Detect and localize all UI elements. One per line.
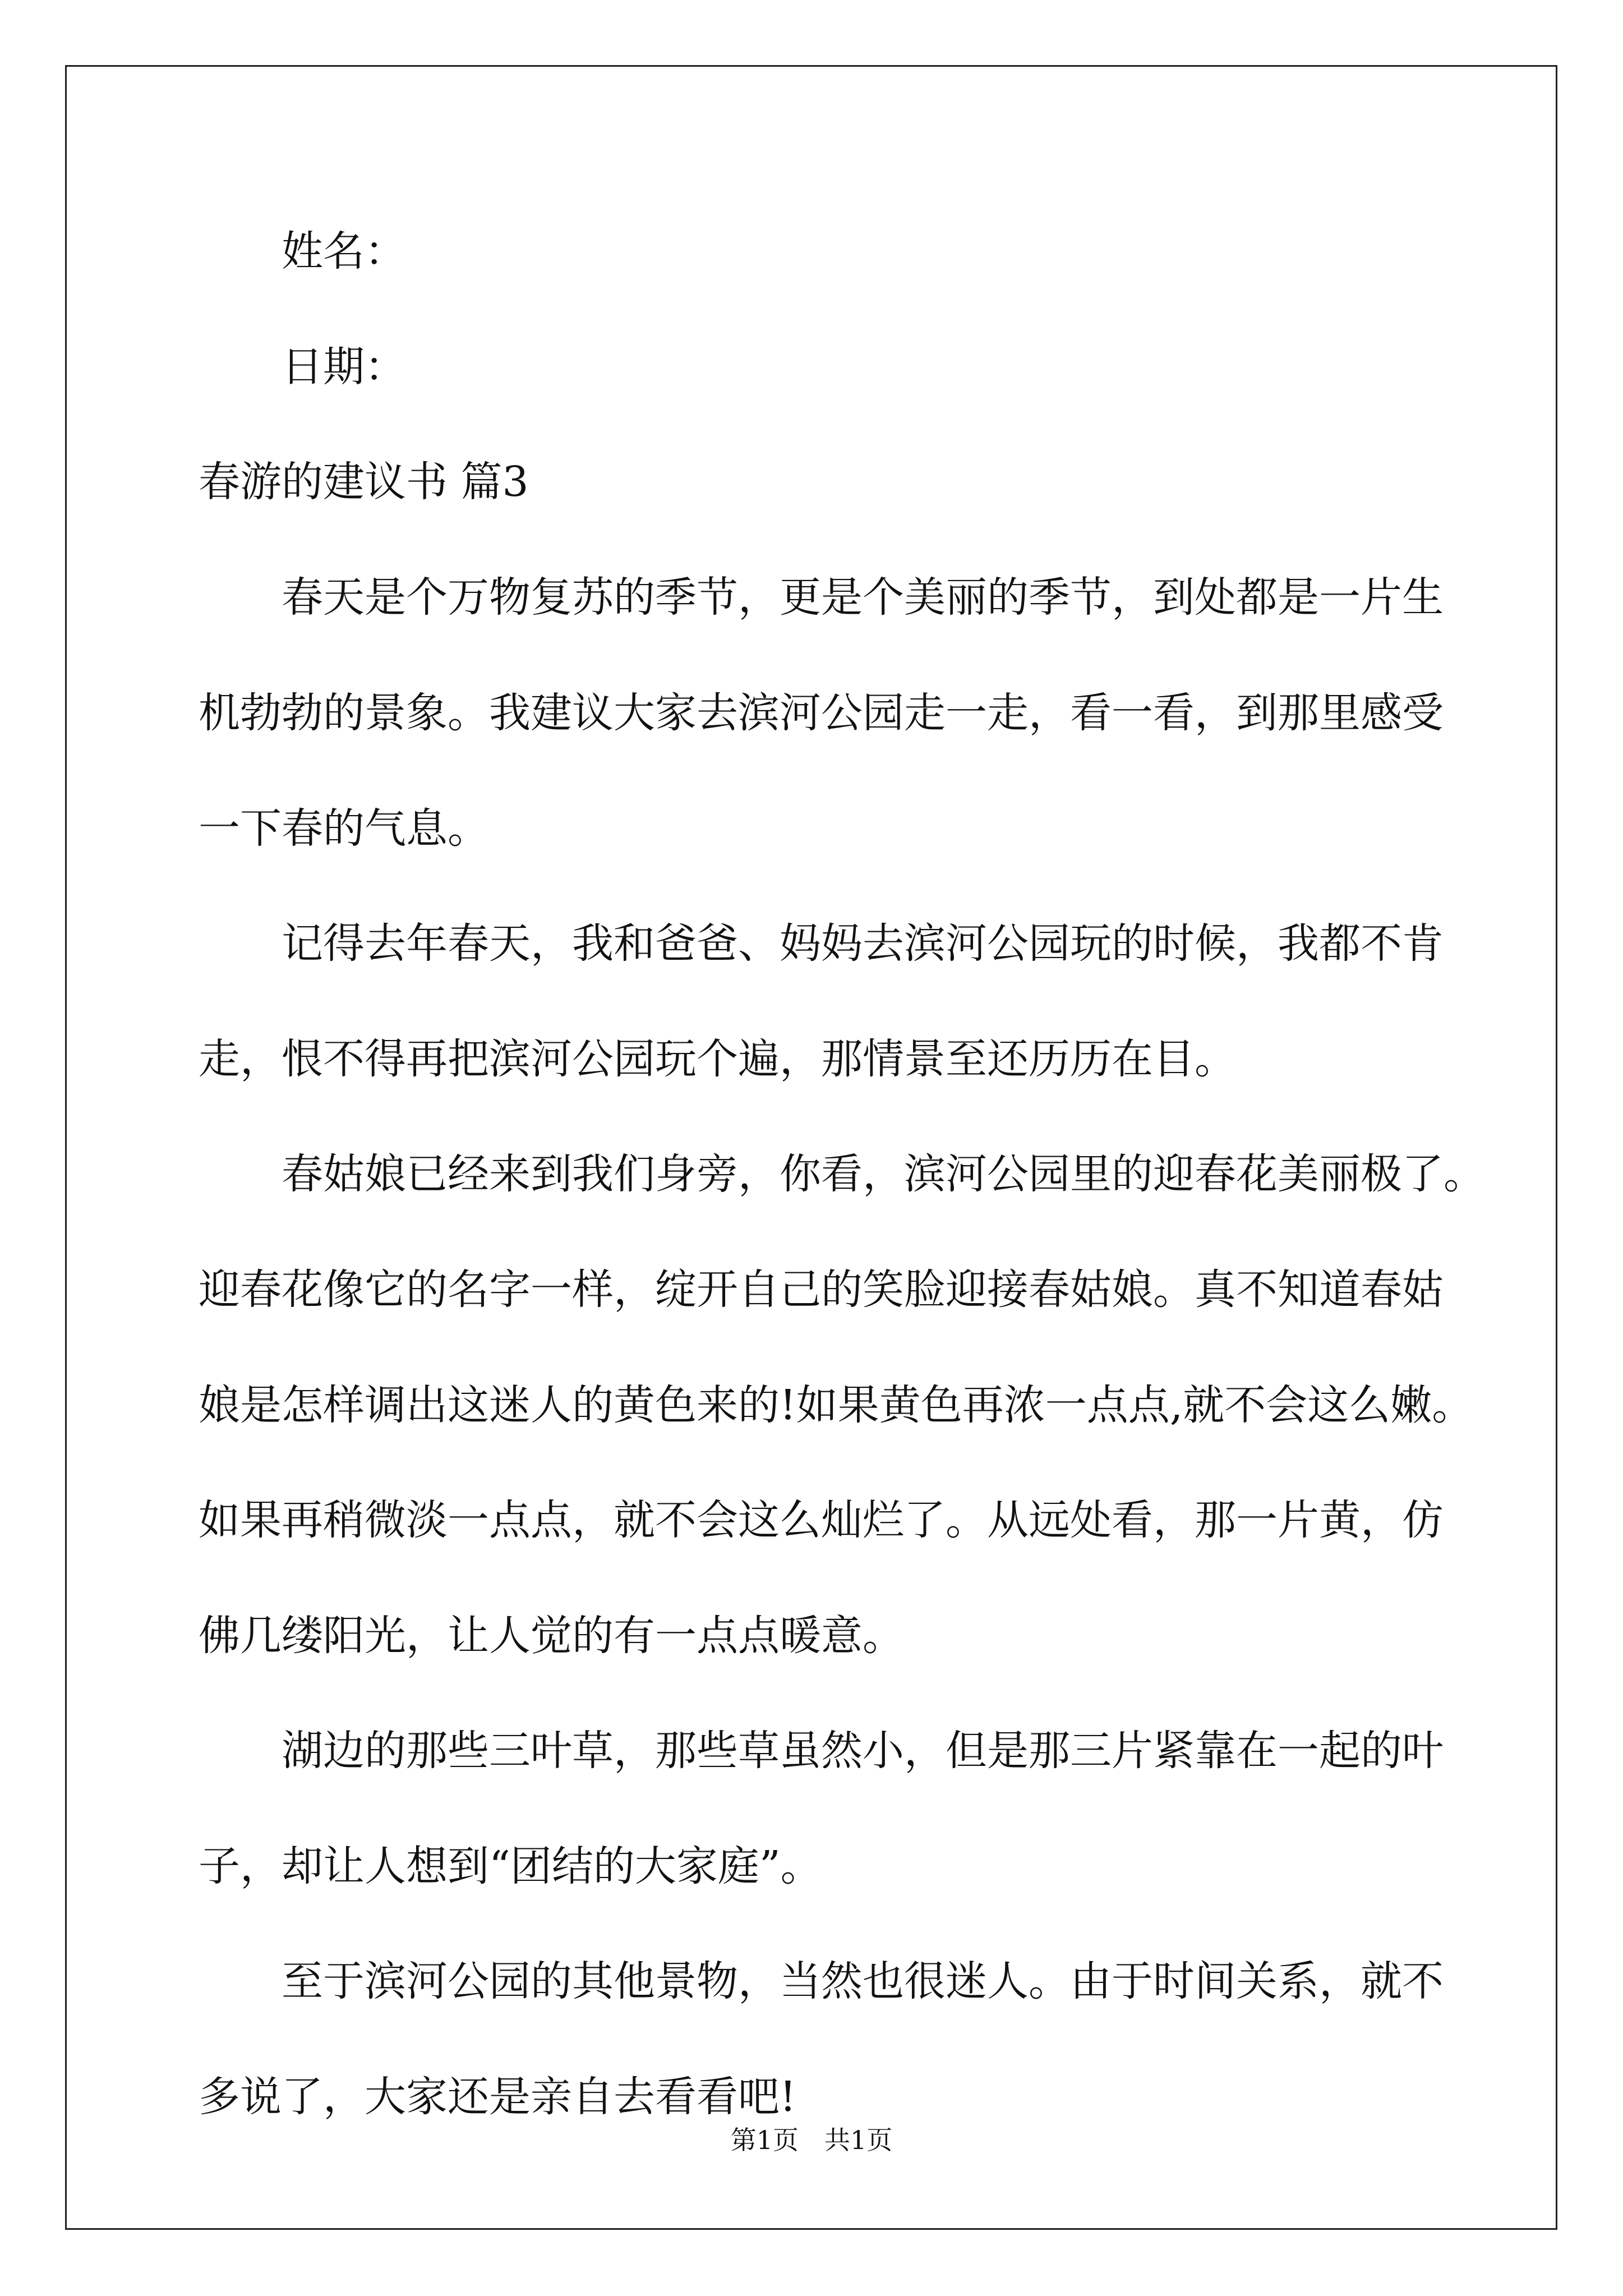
- paragraph-5-line-2: 多说了，大家还是亲自去看看吧!: [199, 2073, 796, 2121]
- paragraph-3-line-3: 娘是怎样调出这迷人的黄色来的!如果黄色再浓一点点,就不会这么嫩。: [199, 1381, 1474, 1429]
- paragraph-1-line-2: 机勃勃的景象。我建议大家去滨河公园走一走，看一看，到那里感受: [199, 689, 1444, 737]
- paragraph-5-line-1: 至于滨河公园的其他景物，当然也很迷人。由于时间关系，就不: [282, 1957, 1444, 2005]
- paragraph-1-line-3: 一下春的气息。: [199, 804, 489, 853]
- paragraph-1-line-1: 春天是个万物复苏的季节，更是个美丽的季节，到处都是一片生: [282, 573, 1444, 622]
- paragraph-3-line-5: 佛几缕阳光，让人觉的有一点点暖意。: [199, 1612, 904, 1660]
- name-label: 姓名：: [282, 227, 406, 275]
- date-label: 日期：: [282, 343, 406, 391]
- paragraph-2-line-2: 走，恨不得再把滨河公园玩个遍，那情景至还历历在目。: [199, 1035, 1236, 1083]
- page-footer: 第1页 共1页: [730, 2125, 893, 2155]
- paragraph-3-line-1: 春姑娘已经来到我们身旁，你看，滨河公园里的迎春花美丽极了。: [282, 1150, 1485, 1198]
- paragraph-2-line-1: 记得去年春天，我和爸爸、妈妈去滨河公园玩的时候，我都不肯: [282, 919, 1444, 968]
- paragraph-4-line-1: 湖边的那些三叶草，那些草虽然小，但是那三片紧靠在一起的叶: [282, 1727, 1444, 1775]
- document-title: 春游的建议书 篇3: [199, 458, 529, 506]
- paragraph-3-line-2: 迎春花像它的名字一样，绽开自己的笑脸迎接春姑娘。真不知道春姑: [199, 1266, 1444, 1314]
- paragraph-3-line-4: 如果再稍微淡一点点，就不会这么灿烂了。从远处看，那一片黄，仿: [199, 1496, 1444, 1544]
- paragraph-4-line-2: 子，却让人想到“团结的大家庭”。: [199, 1842, 822, 1890]
